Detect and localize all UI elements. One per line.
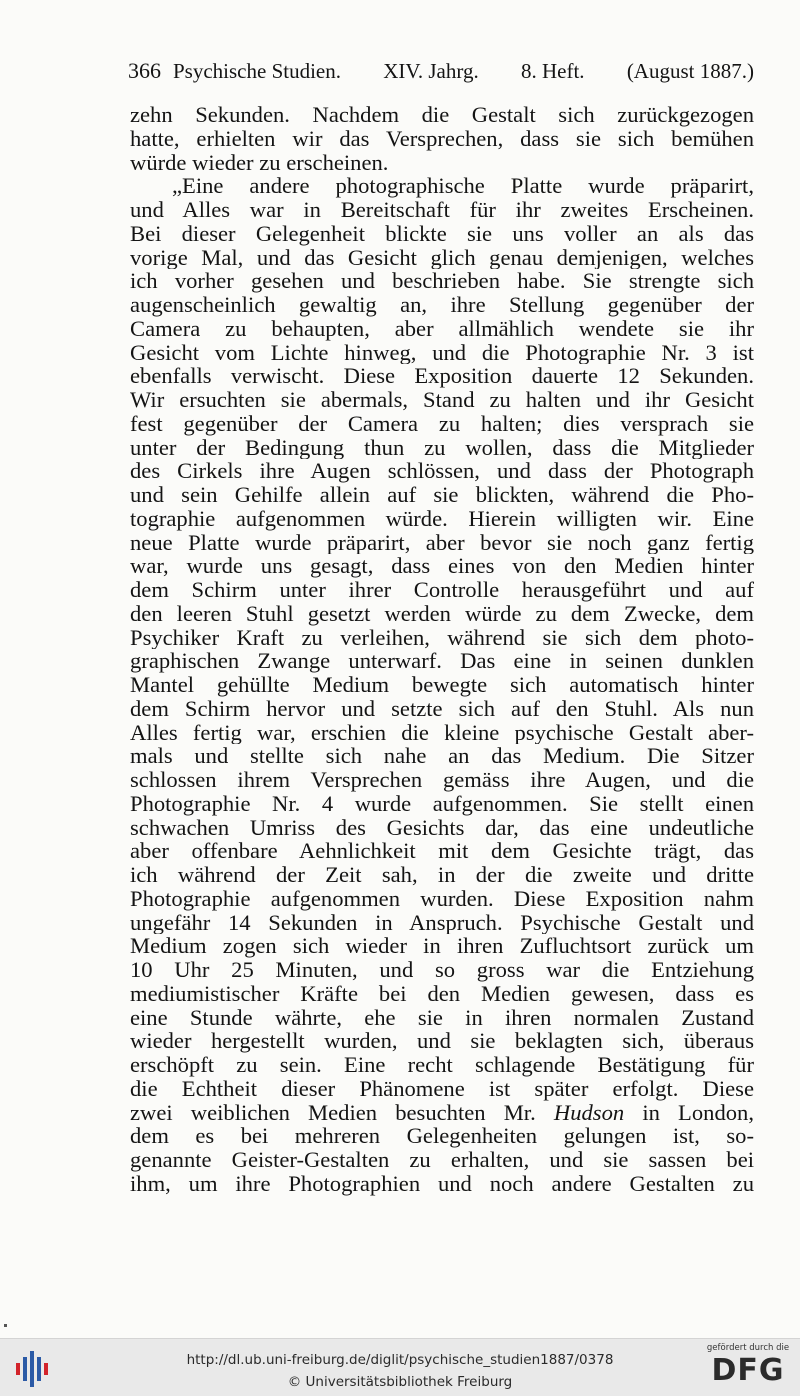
volume-label: XIV. Jahrg. [383,59,479,83]
text-line-end: in London, [642,1100,754,1125]
text-line: den leeren Stuhl gesetzt werden würde zu dem Zwecke, dem [130,601,754,626]
text-line: Camera zu behaupten, aber allmählich wendete sie ihr [130,316,754,341]
text-line: Photographie aufgenommen wurden. Diese Exposition nahm [130,886,754,911]
text-line: Bei dieser Gelegenheit blickte sie uns voller an als das [130,221,754,246]
text-line: dem Schirm hervor und setzte sich auf den Stuhl. Als nun [130,696,754,721]
text-line: 10 Uhr 25 Minuten, und so gross war die Entziehung [130,958,754,982]
text-line: ich vorher gesehen und beschrieben habe. Sie strengte sich [130,269,754,293]
text-line: Photographie Nr. 4 wurde aufgenommen. Sie stellt einen [130,791,754,816]
text-line: Gesicht vom Lichte hinweg, und die Photographie Nr. 3 ist [130,340,754,365]
text-line: die Echtheit dieser Phänomene ist später erfolgt. Diese [130,1076,754,1101]
text-line: Psychiker Kraft zu verleihen, während sie sich dem photo- [130,625,754,650]
text-line: und Alles war in Bereitschaft für ihr zweites Erscheinen. [130,198,754,222]
text-line: graphischen Zwange unterwarf. Das eine in seinen dunklen [130,649,754,673]
text-line: schwachen Umriss des Gesichts dar, das eine undeutliche [130,815,754,840]
italic-name: Hudson [553,1100,625,1125]
text-line-start: zwei weiblichen Medien besuchten Mr. [130,1100,536,1125]
text-line: Alles fertig war, erschien die kleine psychische Gestalt aber- [130,720,754,745]
body-text [130,103,754,1196]
text-line: ihm, um ihre Photographien und noch andere Gestalten zu [130,1171,754,1196]
text-line: genannte Geister-Gestalten zu erhalten, und sie sassen bei [130,1148,754,1172]
text-line: des Cirkels ihre Augen schlössen, und dass der Photograph [130,459,754,483]
text-line: augenscheinlich gewaltig an, ihre Stellung gegenüber der [130,293,754,317]
dfg-logo [705,1343,791,1393]
text-line: ebenfalls verwischt. Diese Exposition dauerte 12 Sekunden. [130,364,754,388]
text-line: war, wurde uns gesagt, dass eines von den Medien hinter [130,554,754,578]
text-line: dem Schirm unter ihrer Controlle herausgeführt und auf [130,578,754,602]
text-line: Mantel gehüllte Medium bewegte sich automatisch hinter [130,673,754,697]
issue-date: (August 1887.) [626,59,754,83]
text-line: „Eine andere photographische Platte wurde präparirt, [172,174,754,198]
text-line: und sein Gehilfe allein auf sie blickten, während die Pho- [130,483,754,507]
dfg-caption: gefördert durch die [706,1343,790,1353]
page-number: 366 [128,58,161,83]
text-line: schlossen ihrem Versprechen gemäss ihre Augen, und die [130,768,754,792]
text-line: mediumistischer Kräfte bei den Medien gewesen, dass es [130,981,754,1006]
text-line: tographie aufgenommen würde. Hierein willigten wir. Eine [130,506,754,531]
text-line: hatte, erhielten wir das Versprechen, dass sie sich bemühen [130,126,754,151]
text-line: ungefähr 14 Sekunden in Anspruch. Psychische Gestalt und [130,910,754,935]
text-line: erschöpft zu sein. Eine recht schlagende Bestätigung für [130,1053,754,1077]
issue-label: 8. Heft. [520,59,585,83]
text-line: mals und stellte sich nahe an das Medium. Die Sitzer [130,744,754,768]
text-line: Wir ersuchten sie abermals, Stand zu halten und ihr Gesicht [130,388,754,412]
text-line: eine Stunde währte, ehe sie in ihren normalen Zustand [130,1005,754,1030]
journal-title: Psychische Studien. [173,59,341,83]
text-line: unter der Bedingung thun zu wollen, dass die Mitglieder [130,435,754,460]
text-line: zehn Sekunden. Nachdem die Gestalt sich zurückgezogen [130,103,754,127]
text-line: wieder hergestellt wurden, und sie beklagten sich, überaus [130,1029,754,1053]
text-line: Medium zogen sich wieder in ihren Zufluchtsort zurück um [130,934,754,958]
header-title-group [173,59,754,84]
running-header [128,58,754,88]
text-line: würde wieder zu erscheinen. [130,150,389,175]
viewer-footer [0,1338,800,1396]
copyright-notice: © Universitätsbibliothek Freiburg [287,1374,513,1390]
text-line: ich während der Zeit sah, in der die zweite und dritte [130,863,754,887]
permalink-url[interactable]: http://dl.ub.uni-freiburg.de/diglit/psychische_studien1887/0378 [186,1352,614,1368]
text-line: aber offenbare Aehnlichkeit mit dem Gesichte trägt, das [130,839,754,863]
text-line: neue Platte wurde präparirt, aber bevor sie noch ganz fertig [130,530,754,555]
text-line: dem es bei mehreren Gelegenheiten gelungen ist, so- [130,1124,754,1148]
text-line: vorige Mal, und das Gesicht glich genau demjenigen, welches [130,245,754,270]
dfg-mark: DFG [711,1353,785,1388]
text-line-with-name [130,1101,754,1125]
scan-speck [4,1324,7,1327]
text-line: fest gegenüber der Camera zu halten; dies versprach sie [130,411,754,436]
